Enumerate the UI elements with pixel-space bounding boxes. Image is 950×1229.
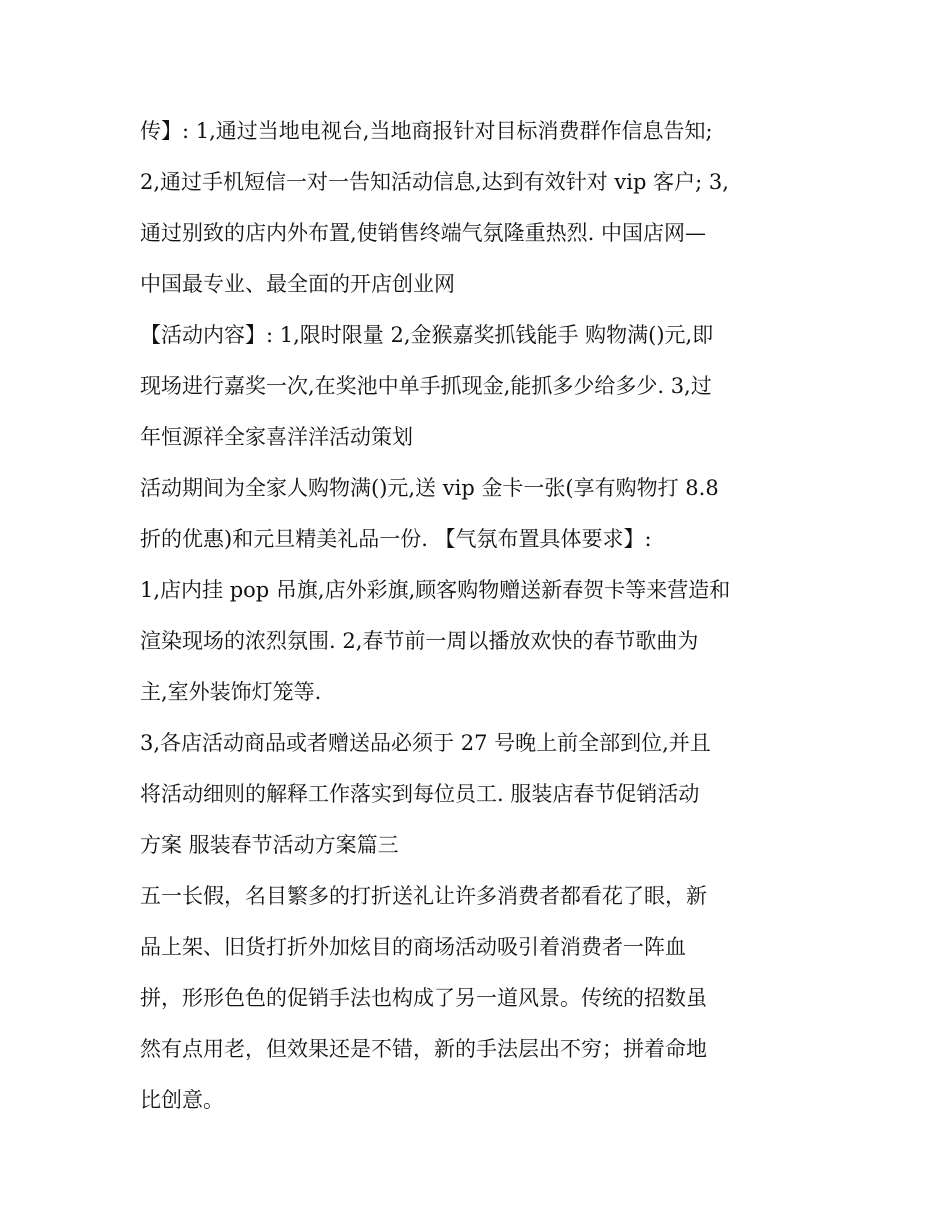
- text-line: 2,通过手机短信一对一告知活动信息,达到有效针对 vip 客户; 3,: [140, 170, 729, 194]
- text-line: 传】: 1,通过当地电视台,当地商报针对目标消费群作信息告知;: [140, 119, 713, 143]
- text-line: 现场进行嘉奖一次,在奖池中单手抓现金,能抓多少给多少. 3,过: [140, 374, 712, 398]
- text-line: 折的优惠)和元旦精美礼品一份. 【气氛布置具体要求】:: [140, 527, 652, 551]
- text-line: 品上架、旧货打折外加炫目的商场活动吸引着消费者一阵血: [140, 935, 686, 959]
- text-line: 渲染现场的浓烈氛围. 2,春节前一周以播放欢快的春节歌曲为: [140, 629, 699, 653]
- text-line: 然有点用老，但效果还是不错，新的手法层出不穷；拼着命地: [140, 1037, 707, 1061]
- text-line: 中国最专业、最全面的开店创业网: [140, 272, 455, 296]
- body-text: [140, 106, 815, 1126]
- text-line: 拼，形形色色的促销手法也构成了另一道风景。传统的招数虽: [140, 986, 707, 1010]
- text-line: 将活动细则的解释工作落实到每位员工. 服装店春节促销活动: [140, 782, 700, 806]
- text-line: 方案 服装春节活动方案篇三: [140, 833, 399, 857]
- text-line: 活动期间为全家人购物满()元,送 vip 金卡一张(享有购物打 8.8: [140, 476, 719, 500]
- text-line: 通过别致的店内外布置,使销售终端气氛隆重热烈. 中国店网—: [140, 221, 707, 245]
- text-line: 主,室外装饰灯笼等.: [140, 680, 322, 704]
- text-line: 比创意。: [140, 1088, 224, 1112]
- text-line: 五一长假，名目繁多的打折送礼让许多消费者都看花了眼，新: [140, 884, 707, 908]
- text-line: 年恒源祥全家喜洋洋活动策划: [140, 425, 413, 449]
- text-line: 1,店内挂 pop 吊旗,店外彩旗,顾客购物赠送新春贺卡等来营造和: [140, 578, 731, 602]
- text-line: 【活动内容】: 1,限时限量 2,金猴嘉奖抓钱能手 购物满()元,即: [140, 323, 714, 347]
- text-line: 3,各店活动商品或者赠送品必须于 27 号晚上前全部到位,并且: [140, 731, 711, 755]
